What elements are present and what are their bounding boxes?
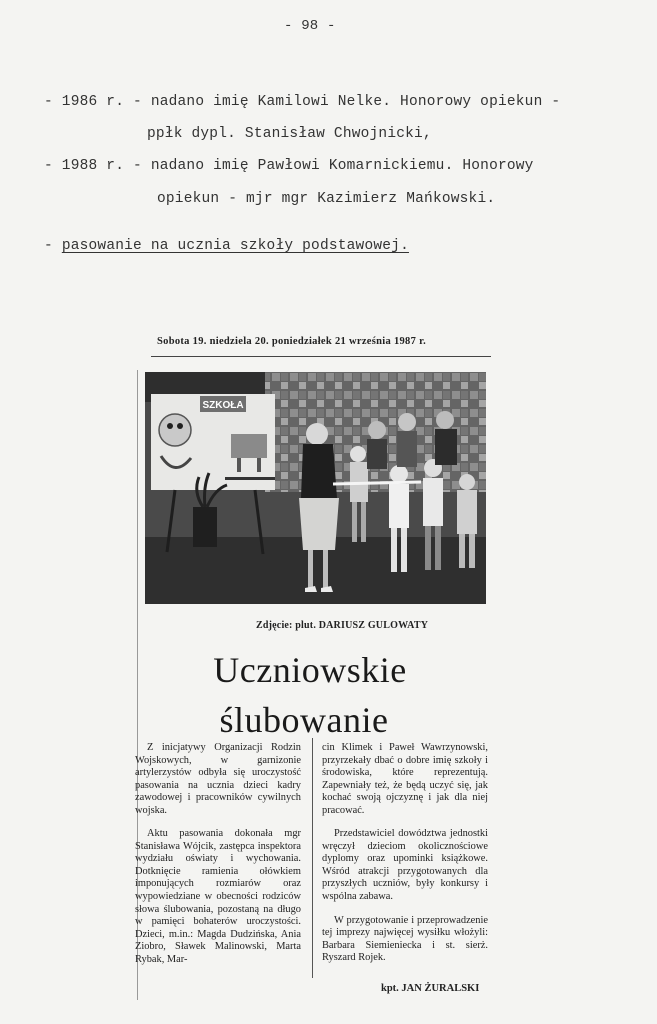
article-paragraph: Z inicjatywy Organizacji Rodzin Wojskowych, w garnizonie artylerzystów odbyła się uroczystość pasowania na ucznia dzieci kadry zawodowej i pracowników cywilnych wojska. (135, 742, 301, 816)
ceremony-photo-image (145, 372, 486, 604)
dateline-rule (151, 356, 491, 357)
column-divider (312, 738, 313, 978)
list-dash: - (44, 238, 62, 254)
list-item-1986-line2: ppłk dypl. Stanisław Chwojnicki, (147, 126, 432, 142)
article-paragraph: W przygotowanie i przeprowadzenie tej imprezy najwięcej wysiłku włożyli: Barbara Siemieniecka i st. sierż. Ryszard Rojek. (322, 914, 488, 964)
poster-sign-text: SZKOŁA (202, 400, 244, 411)
list-item-1986-line1: - 1986 r. - nadano imię Kamilowi Nelke. Honorowy opiekun - (44, 94, 561, 110)
photo-credit: Zdjęcie: plut. DARIUSZ GULOWATY (256, 620, 429, 631)
article-column-left (135, 742, 301, 966)
list-item-1988-line1: - 1988 r. - nadano imię Pawłowi Komarnickiemu. Honorowy (44, 158, 534, 174)
clipping-dateline: Sobota 19. niedziela 20. poniedziałek 21 września 1987 r. (157, 336, 427, 347)
page-number: - 98 - (284, 18, 336, 34)
list-item-pasowanie-text: pasowanie na ucznia szkoły podstawowej. (61, 238, 409, 254)
headline-line2: ślubowanie (219, 700, 389, 740)
ceremony-photo (145, 372, 486, 604)
list-item-1988-line2: opiekun - mjr mgr Kazimierz Mańkowski. (157, 191, 496, 207)
article-signature: kpt. JAN ŻURALSKI (381, 983, 480, 994)
article-paragraph: Przedstawiciel dowództwa jednostki wręczył dzieciom okolicznościowe dyplomy oraz upominki książkowe. Wśród atrakcji przygotowanych dla przyszłych uczniów, były konkursy i wspólna zabawa. (322, 828, 488, 903)
article-column-right (322, 742, 488, 965)
list-item-pasowanie (44, 238, 409, 254)
article-paragraph: Aktu pasowania dokonała mgr Stanisława Wójcik, zastępca inspektora wydziału oświaty i wychowania. Dotknięcie ramienia ołówkiem imponujących rozmiarów oraz wypowiedziane w obecności rodziców słowa ślubowania, pozostaną na długo w pamięci bohaterów uroczystości. Dzieci, m.in.: Magda Dudzińska, Ania Ziobro, Sławek Malinowski, Marta Rybak, Mar- (135, 828, 301, 965)
newspaper-clipping (123, 334, 497, 999)
article-paragraph: cin Klimek i Paweł Wawrzynowski, przyrzekały dbać o dobre imię szkoły i środowiska, które reprezentują. Zapewniały też, że będą uczyć się, jak kochać swoją ojczyznę i jak dla niej pracować. (322, 742, 488, 816)
headline-line1: Uczniowskie (213, 650, 407, 690)
